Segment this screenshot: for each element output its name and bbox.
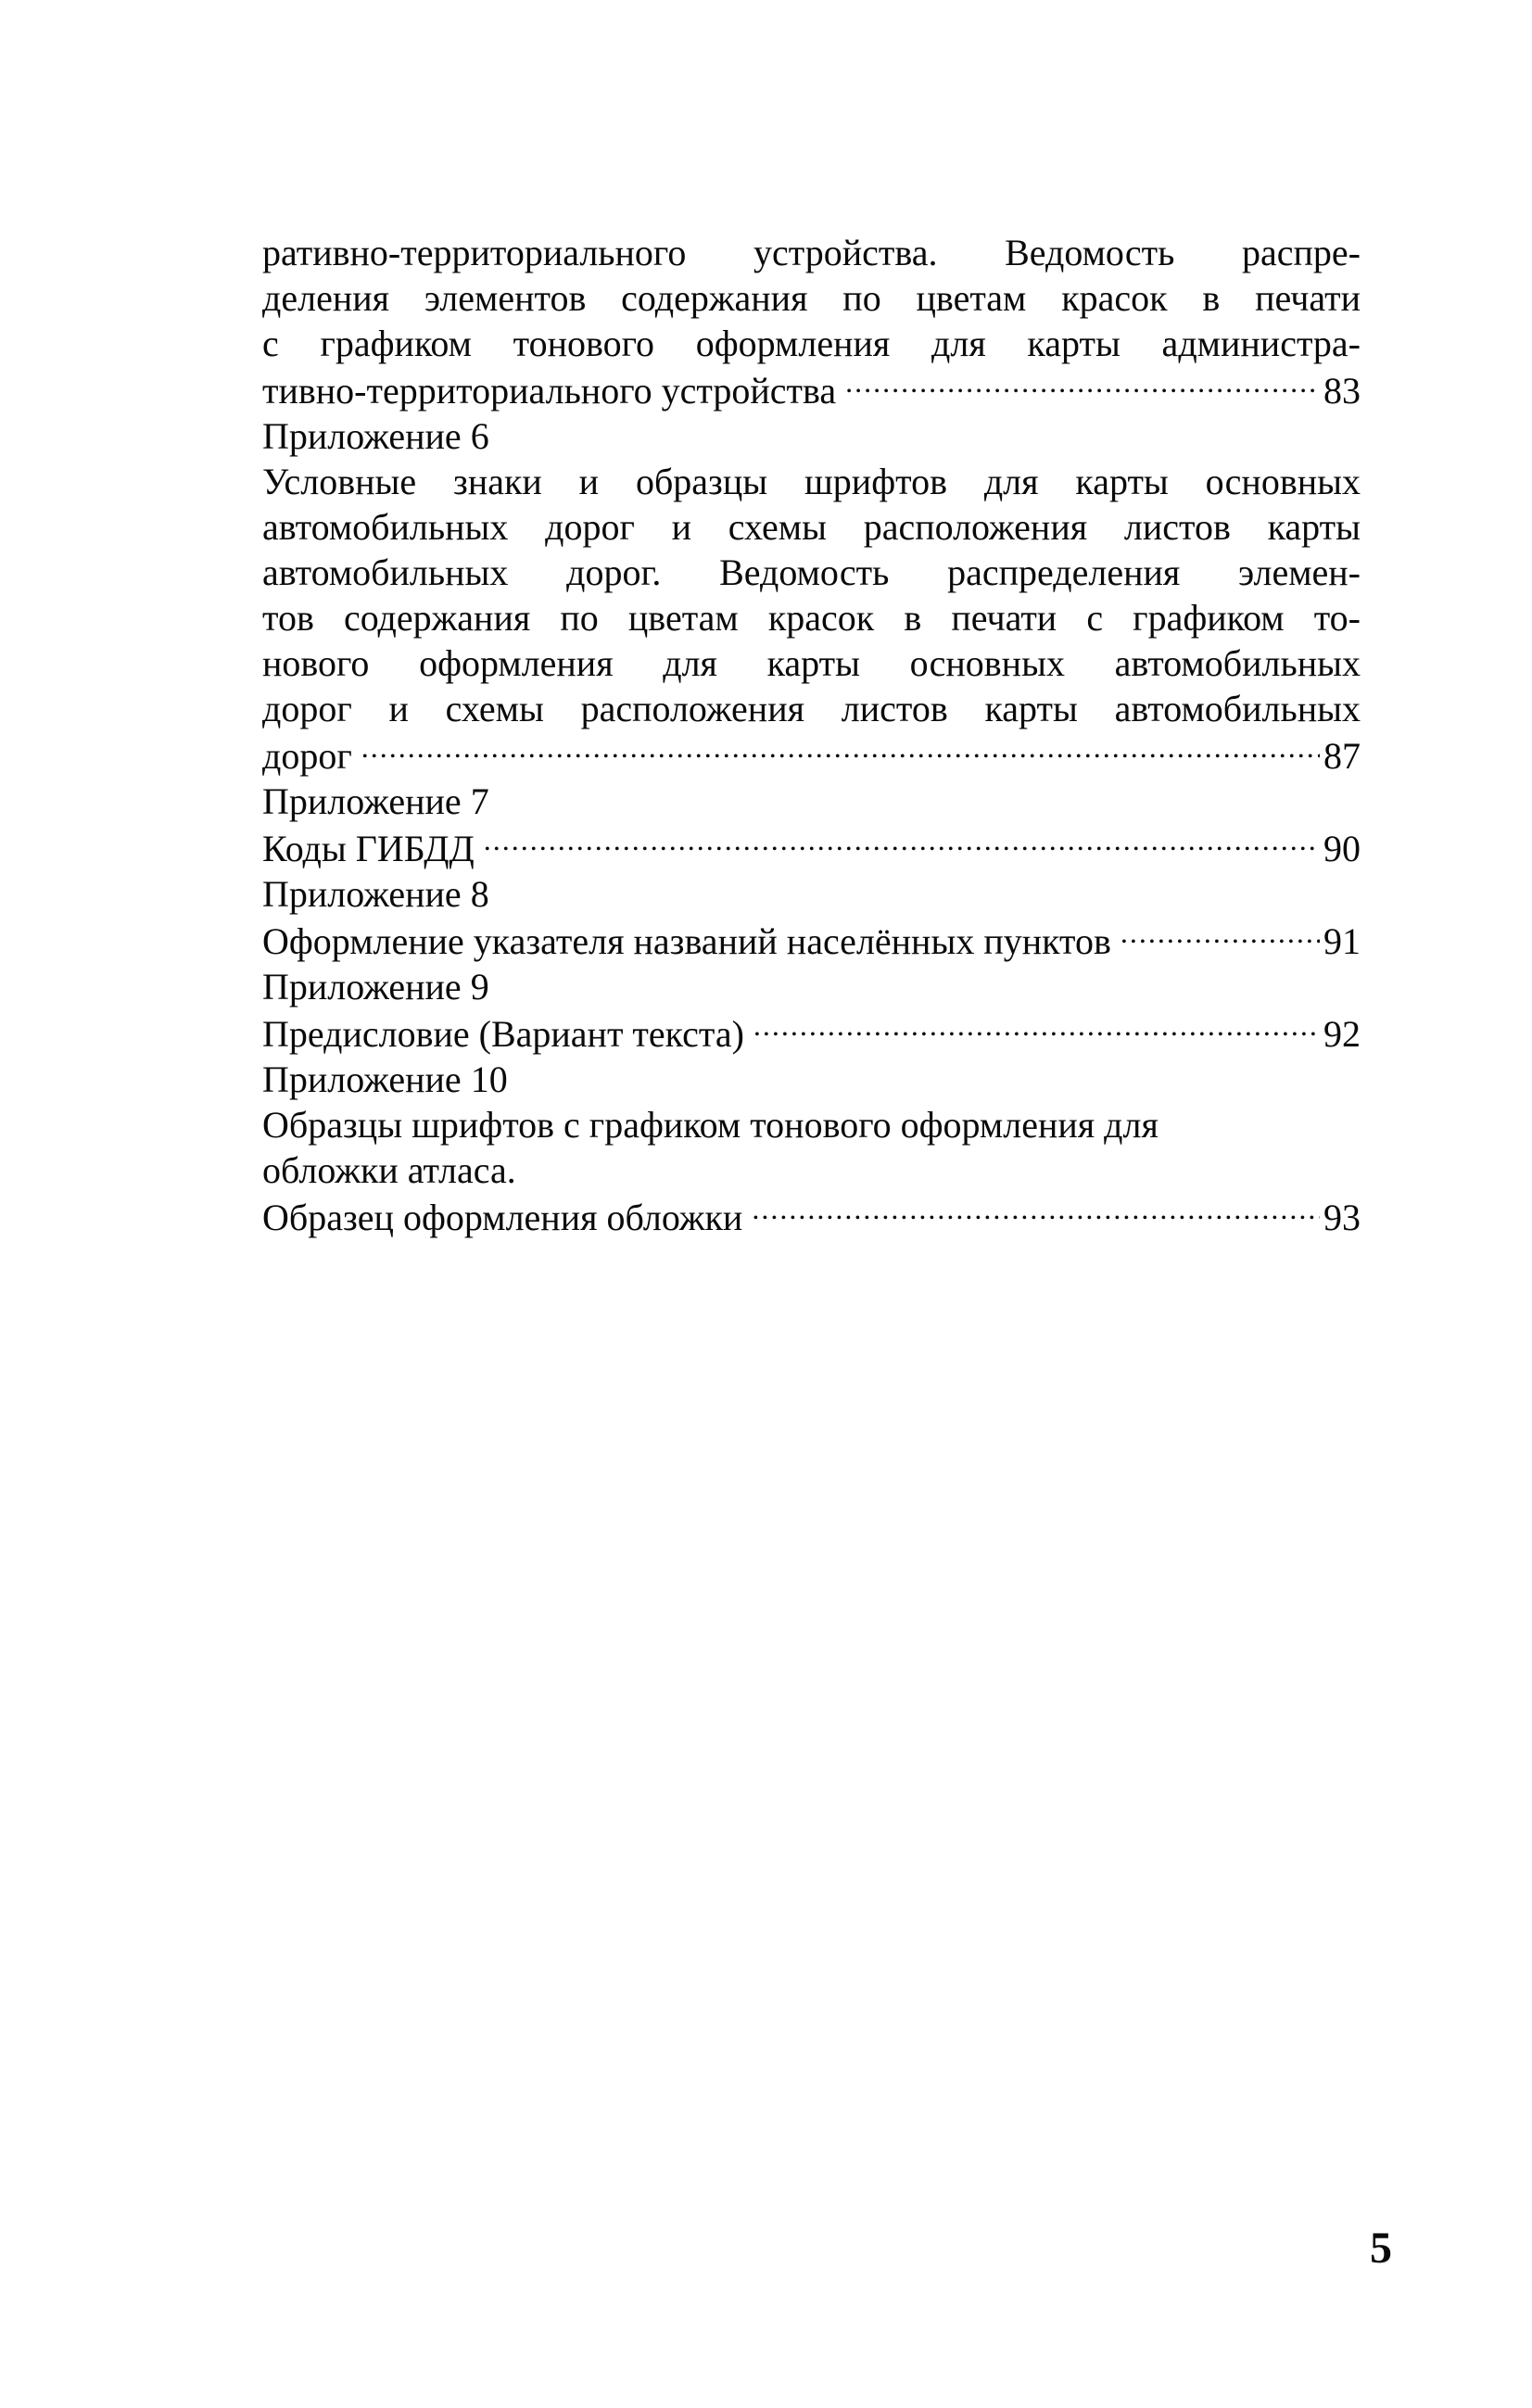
toc-entry-last-line[interactable] [262, 917, 1361, 964]
toc-entry-line: автомобильных дорог. Ведомость распределения элемен- [262, 551, 1361, 593]
appendix-label: Приложение 8 [262, 873, 489, 915]
toc-entry-last-line[interactable] [262, 1009, 1361, 1057]
toc-entry-line: тов содержания по цветам красок в печати с графиком то- [262, 597, 1361, 639]
toc-entry-appendix-9 [262, 964, 1361, 1057]
toc-page-number: 92 [1323, 1013, 1361, 1055]
toc-entry-last-line[interactable] [262, 366, 1361, 413]
toc-entry-text: Предисловие (Вариант текста) [262, 1013, 744, 1055]
toc-entry-last-line[interactable] [262, 731, 1361, 779]
toc-entry-line: Условные знаки и образцы шрифтов для карты основных [262, 461, 1361, 502]
toc-entry-line: деления элементов содержания по цветам красок в печати [262, 277, 1361, 319]
dot-leader [845, 366, 1320, 403]
toc-page-number: 90 [1323, 828, 1361, 869]
toc-entry-appendix-8 [262, 871, 1361, 964]
toc-entry-appendix-6 [262, 413, 1361, 779]
toc-entry-appendix-10 [262, 1057, 1361, 1240]
toc-entry-line: нового оформления для карты основных автомобильных [262, 642, 1361, 684]
appendix-label: Приложение 7 [262, 780, 489, 822]
dot-leader [361, 731, 1320, 768]
toc-entry-last-line[interactable] [262, 824, 1361, 871]
toc-page-number: 83 [1323, 370, 1361, 412]
toc-page-number: 91 [1323, 920, 1361, 962]
toc-entry-line: с графиком тонового оформления для карты администра- [262, 323, 1361, 364]
toc-entry-line: Образцы шрифтов с графиком тонового оформления для [262, 1104, 1158, 1146]
toc-entry-line: ративно-территориального устройства. Ведомость распре- [262, 232, 1361, 273]
toc-entry-admin-territorial [262, 230, 1361, 413]
appendix-label: Приложение 10 [262, 1058, 508, 1100]
toc-entry-text: Коды ГИБДД [262, 828, 475, 869]
toc-entry-line: автомобильных дорог и схемы расположения листов карты [262, 506, 1361, 548]
toc-entry-line: обложки атласа. [262, 1149, 516, 1191]
dot-leader [1121, 917, 1320, 954]
toc-page-number: 87 [1323, 735, 1361, 777]
toc-entry-line: дорог и схемы расположения листов карты автомобильных [262, 688, 1361, 729]
toc-entry-appendix-7 [262, 779, 1361, 871]
toc-entry-text: Оформление указателя названий населённых пунктов [262, 920, 1111, 962]
toc-entry-text: дорог [262, 735, 352, 777]
appendix-label: Приложение 6 [262, 415, 489, 457]
table-of-contents [262, 230, 1361, 1240]
dot-leader [753, 1009, 1320, 1046]
page-number: 5 [1370, 2224, 1392, 2273]
dot-leader [484, 824, 1320, 861]
appendix-label: Приложение 9 [262, 966, 489, 1008]
toc-entry-text: тивно-территориального устройства [262, 370, 837, 412]
toc-entry-text: Образец оформления обложки [262, 1197, 743, 1238]
toc-page-number: 93 [1323, 1197, 1361, 1238]
dot-leader [752, 1193, 1320, 1230]
toc-entry-last-line[interactable] [262, 1193, 1361, 1240]
